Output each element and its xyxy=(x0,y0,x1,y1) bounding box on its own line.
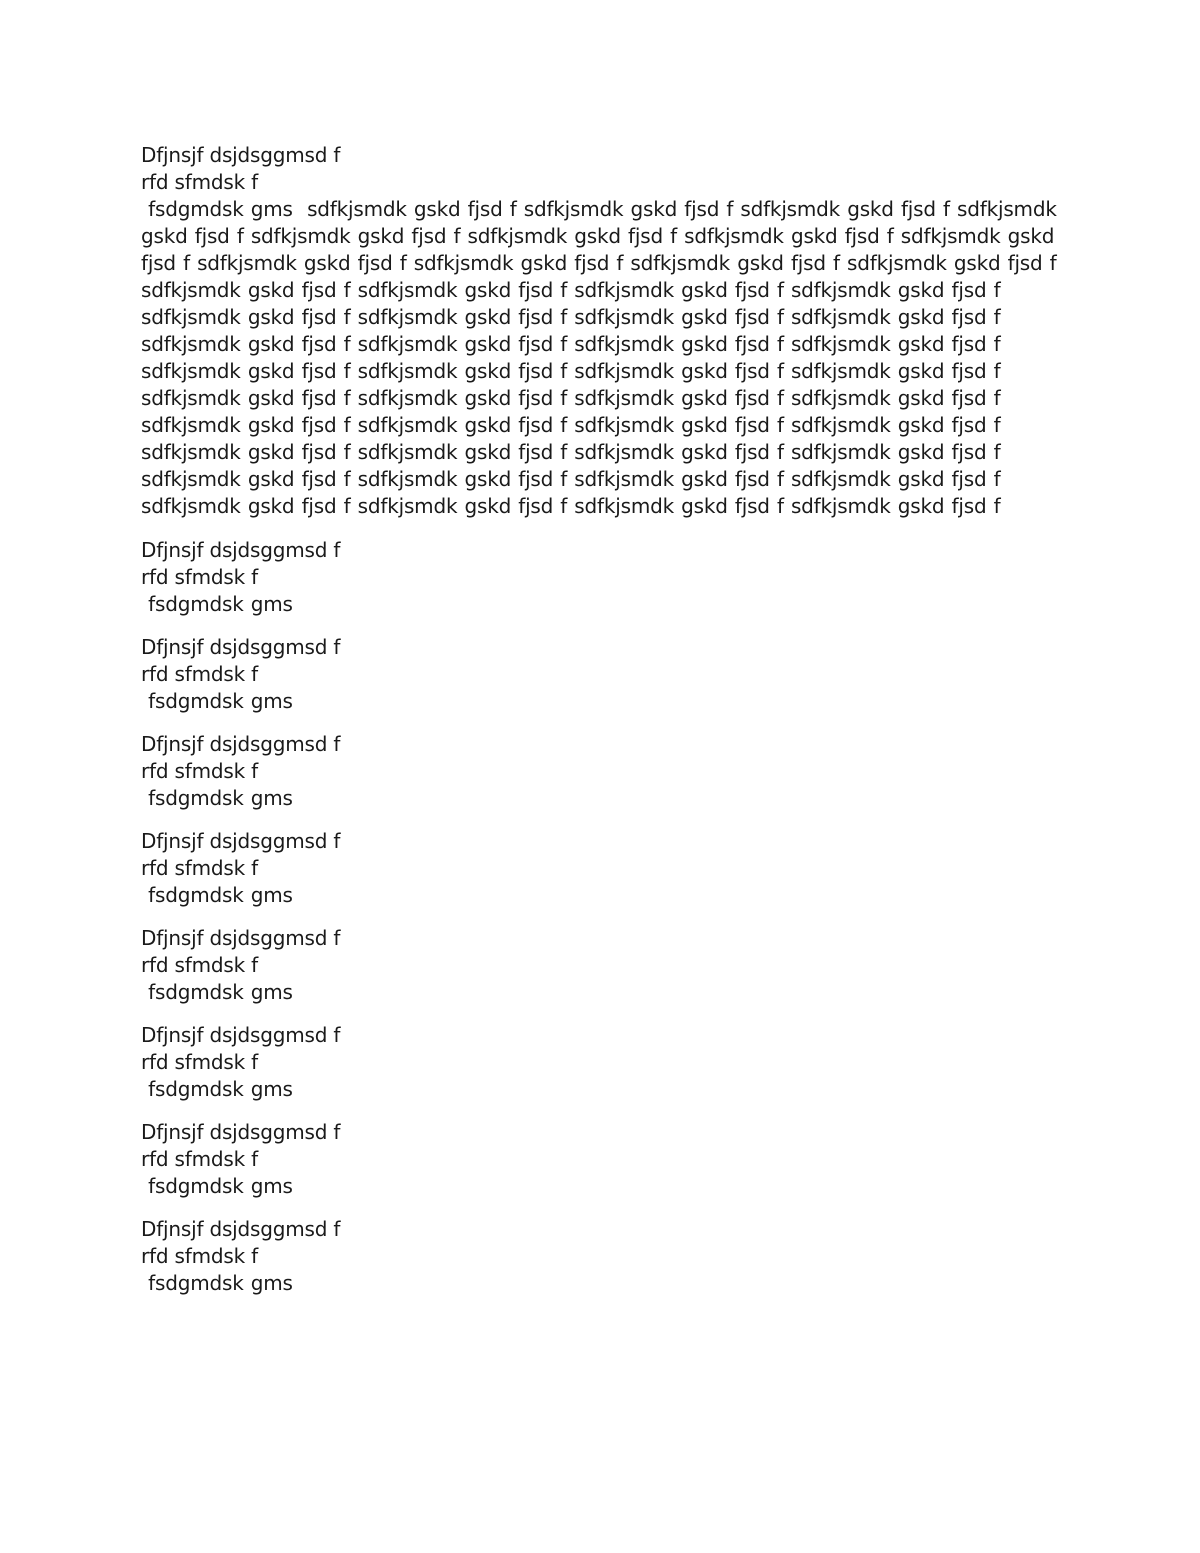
text-block xyxy=(141,1216,1071,1297)
block-body: fsdgmdsk gms xyxy=(141,883,293,907)
block-heading: Dfjnsjf dsjdsggmsd f xyxy=(141,538,341,562)
text-block xyxy=(141,828,1071,909)
block-heading: Dfjnsjf dsjdsggmsd f xyxy=(141,1217,341,1241)
block-heading: Dfjnsjf dsjdsggmsd f xyxy=(141,926,341,950)
block-body: fsdgmdsk gms xyxy=(141,689,293,713)
block-subheading: rfd sfmdsk f xyxy=(141,1050,258,1074)
block-subheading: rfd sfmdsk f xyxy=(141,1244,258,1268)
block-heading: Dfjnsjf dsjdsggmsd f xyxy=(141,635,341,659)
text-block xyxy=(141,634,1071,715)
block-subheading: rfd sfmdsk f xyxy=(141,856,258,880)
block-body: fsdgmdsk gms xyxy=(141,592,293,616)
block-body: fsdgmdsk gms xyxy=(141,1271,293,1295)
block-heading: Dfjnsjf dsjdsggmsd f xyxy=(141,143,341,167)
text-block xyxy=(141,731,1071,812)
block-heading: Dfjnsjf dsjdsggmsd f xyxy=(141,1023,341,1047)
text-block xyxy=(141,537,1071,618)
block-subheading: rfd sfmdsk f xyxy=(141,170,258,194)
text-block xyxy=(141,1022,1071,1103)
block-body: fsdgmdsk gms sdfkjsmdk gskd fjsd f sdfkjsmdk gskd fjsd f sdfkjsmdk gskd fjsd f sdfkjsmdk gskd fjsd f sdfkjsmdk gskd fjsd f sdfkjsmdk gskd fjsd f sdfkjsmdk gskd fjsd f sdfkjsmdk gskd fjsd f sdfkjsmdk gskd fjsd f sdfkjsmdk gskd fjsd f sdfkjsmdk gskd fjsd f sdfkjsmdk gskd fjsd f sdfkjsmdk gskd fjsd f sdfkjsmdk gskd fjsd f sdfkjsmdk gskd fjsd f sdfkjsmdk gskd fjsd f sdfkjsmdk gskd fjsd f sdfkjsmdk gskd fjsd f sdfkjsmdk gskd fjsd f sdfkjsmdk gskd fjsd f sdfkjsmdk gskd fjsd f sdfkjsmdk gskd fjsd f sdfkjsmdk gskd fjsd f sdfkjsmdk gskd fjsd f sdfkjsmdk gskd fjsd f sdfkjsmdk gskd fjsd f sdfkjsmdk gskd fjsd f sdfkjsmdk gskd fjsd f sdfkjsmdk gskd fjsd f sdfkjsmdk gskd fjsd f sdfkjsmdk gskd fjsd f sdfkjsmdk gskd fjsd f sdfkjsmdk gskd fjsd f sdfkjsmdk gskd fjsd f sdfkjsmdk gskd fjsd f sdfkjsmdk gskd fjsd f sdfkjsmdk gskd fjsd f sdfkjsmdk gskd fjsd f sdfkjsmdk gskd fjsd f sdfkjsmdk gskd fjsd f sdfkjsmdk gskd fjsd f sdfkjsmdk gskd fjsd f sdfkjsmdk gskd fjsd f sdfkjsmdk gskd fjsd f sdfkjsmdk gskd fjsd f sdfkjsmdk gskd fjsd f sdfkjsmdk gskd fjsd f sdfkjsmdk gskd fjsd f xyxy=(141,197,1064,518)
block-heading: Dfjnsjf dsjdsggmsd f xyxy=(141,1120,341,1144)
text-block xyxy=(141,142,1071,520)
block-heading: Dfjnsjf dsjdsggmsd f xyxy=(141,829,341,853)
document-content xyxy=(141,142,1071,1297)
text-block xyxy=(141,925,1071,1006)
block-subheading: rfd sfmdsk f xyxy=(141,953,258,977)
block-body: fsdgmdsk gms xyxy=(141,1077,293,1101)
block-body: fsdgmdsk gms xyxy=(141,1174,293,1198)
block-subheading: rfd sfmdsk f xyxy=(141,565,258,589)
text-block xyxy=(141,1119,1071,1200)
block-body: fsdgmdsk gms xyxy=(141,980,293,1004)
block-body: fsdgmdsk gms xyxy=(141,786,293,810)
block-subheading: rfd sfmdsk f xyxy=(141,1147,258,1171)
block-heading: Dfjnsjf dsjdsggmsd f xyxy=(141,732,341,756)
block-subheading: rfd sfmdsk f xyxy=(141,662,258,686)
block-subheading: rfd sfmdsk f xyxy=(141,759,258,783)
